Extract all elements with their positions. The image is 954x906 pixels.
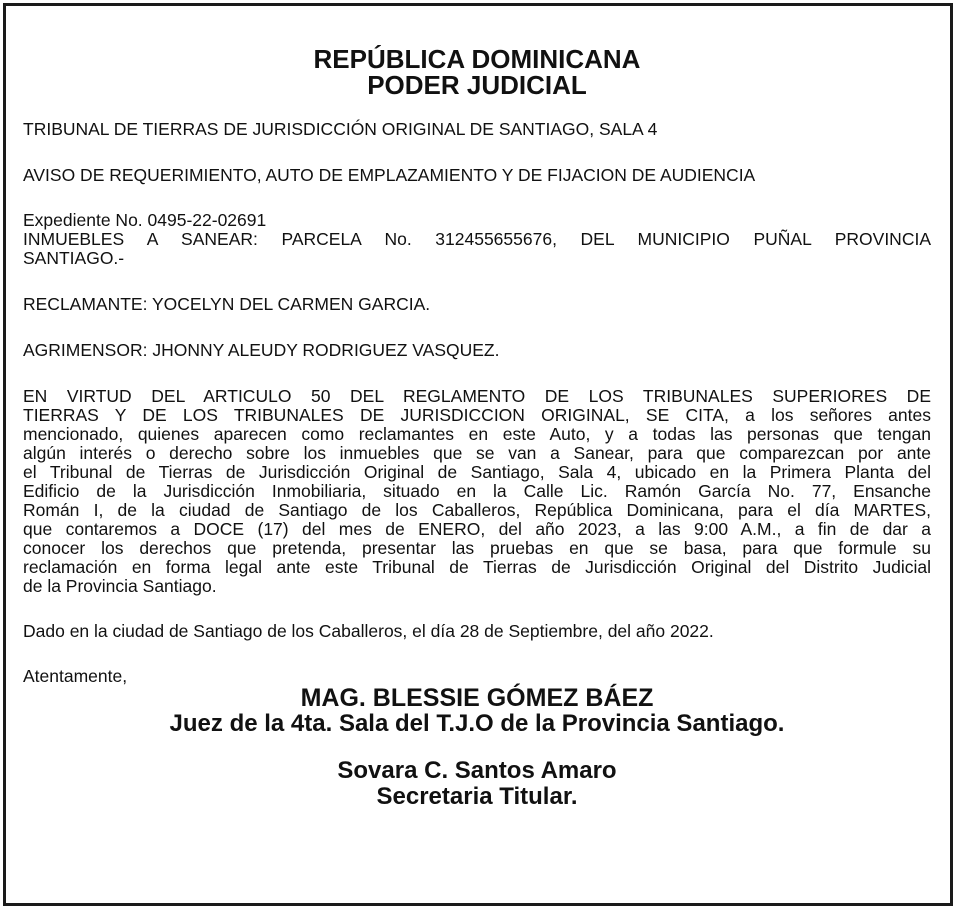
notice-frame (3, 3, 953, 906)
judge-title: Juez de la 4ta. Sala del T.J.O de la Provincia Santiago. (169, 710, 785, 737)
body-line: Román I, de la ciudad de Santiago de los Caballeros, República Dominicana, para el día MARTES, (23, 500, 931, 520)
notice-header (23, 46, 931, 98)
secretary-title: Secretaria Titular. (376, 783, 578, 810)
header-country: REPÚBLICA DOMINICANA (313, 44, 641, 74)
issued-line: Dado en la ciudad de Santiago de los Caballeros, el día 28 de Septiembre, del año 2022. (23, 621, 714, 641)
body-line: conocer los derechos que pretenda, presentar las pruebas en que se basa, para que formule su (23, 538, 931, 558)
property-line-cont: SANTIAGO.- (23, 248, 125, 268)
surveyor-line: AGRIMENSOR: JHONNY ALEUDY RODRIGUEZ VASQUEZ. (23, 340, 500, 360)
notice-content (23, 6, 931, 810)
case-block (23, 211, 931, 268)
notice-body (23, 387, 931, 596)
body-line: de la Provincia Santiago. (23, 576, 217, 596)
header-institution: PODER JUDICIAL (367, 70, 587, 100)
body-line: reclamación en forma legal ante este Tribunal de Tierras de Jurisdicción Original del Distrito Judicial (23, 557, 931, 577)
judge-signature (23, 685, 931, 737)
secretary-name: Sovara C. Santos Amaro (337, 757, 617, 784)
property-line: INMUEBLES A SANEAR: PARCELA No. 312455655676, DEL MUNICIPIO PUÑAL PROVINCIA (23, 229, 931, 249)
body-line: EN VIRTUD DEL ARTICULO 50 DEL REGLAMENTO DE LOS TRIBUNALES SUPERIORES DE (23, 386, 931, 406)
body-line: TIERRAS Y DE LOS TRIBUNALES DE JURISDICCION ORIGINAL, SE CITA, a los señores antes (23, 405, 931, 425)
body-line: el Tribunal de Tierras de Jurisdicción Original de Santiago, Sala 4, ubicado en la Primera Planta del (23, 462, 931, 482)
body-line: que contaremos a DOCE (17) del mes de ENERO, del año 2023, a las 9:00 A.M., a fin de dar a (23, 519, 931, 539)
judge-name: MAG. BLESSIE GÓMEZ BÁEZ (300, 684, 654, 712)
secretary-signature (23, 758, 931, 810)
body-line: mencionado, quienes aparecen como reclamantes en este Auto, y a todas las personas que tengan (23, 424, 931, 444)
claimant-line: RECLAMANTE: YOCELYN DEL CARMEN GARCIA. (23, 294, 431, 314)
tribunal-line: TRIBUNAL DE TIERRAS DE JURISDICCIÓN ORIGINAL DE SANTIAGO, SALA 4 (23, 119, 658, 139)
closing-salutation: Atentamente, (23, 666, 128, 686)
notice-type-line: AVISO DE REQUERIMIENTO, AUTO DE EMPLAZAMIENTO Y DE FIJACION DE AUDIENCIA (23, 165, 756, 185)
body-line: algún interés o derecho sobre los inmuebles que se van a Sanear, para que comparezcan por ante (23, 443, 931, 463)
body-line: Edificio de la Jurisdicción Inmobiliaria, situado en la Calle Lic. Ramón García No. 77, Ensanche (23, 481, 931, 501)
case-number: Expediente No. 0495-22-02691 (23, 210, 267, 230)
